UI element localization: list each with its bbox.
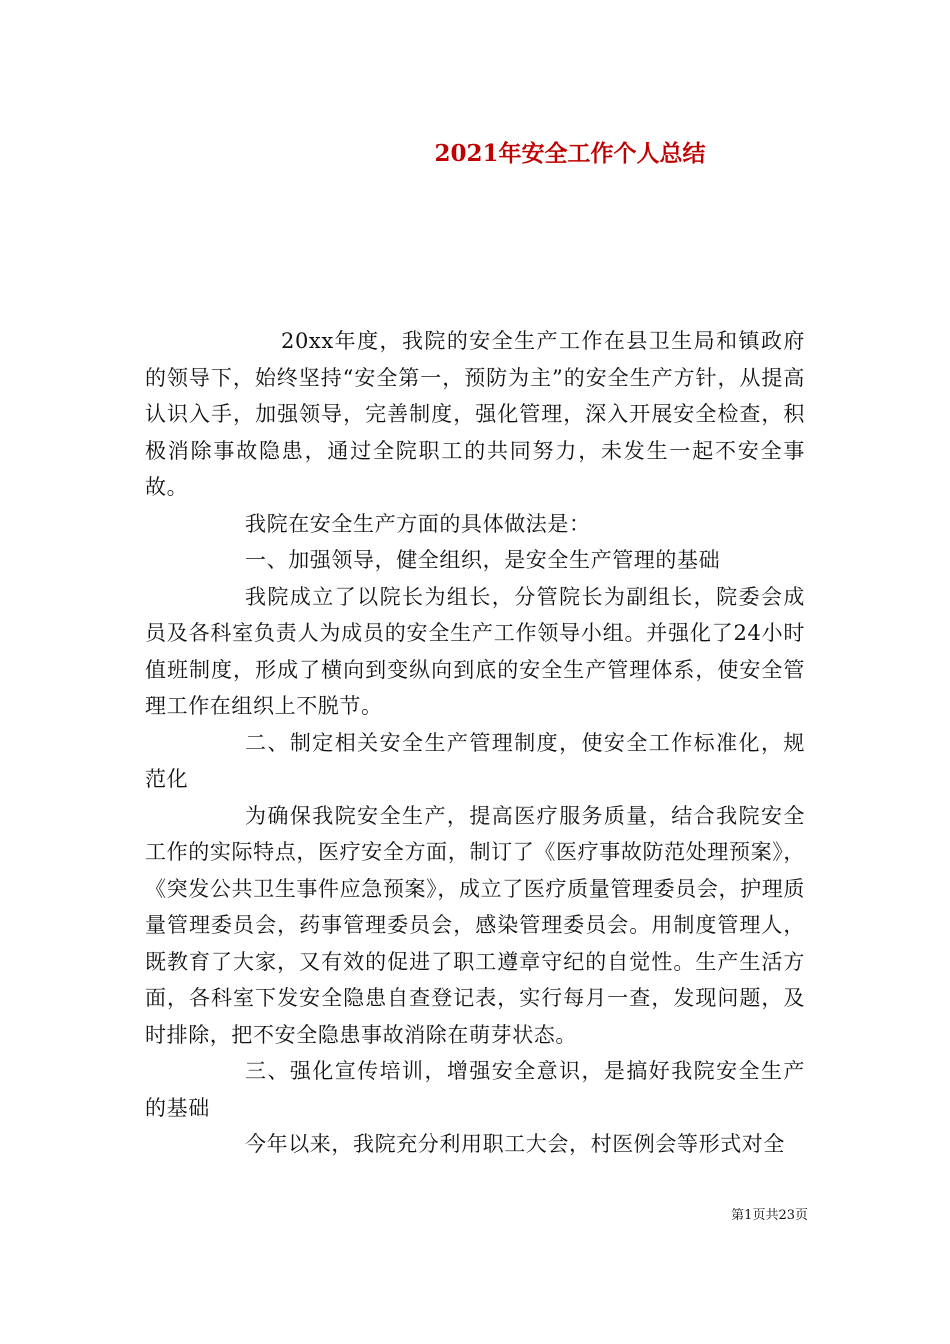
paragraph-intro: 20xx年度，我院的安全生产工作在县卫生局和镇政府的领导下，始终坚持“安全第一，预防为主”的安全生产方针，从提高认识入手，加强领导，完善制度，强化管理，深入开展安全检查，积极消除事故隐患，通过全院职工的共同努力，未发生一起不安全事故。	[145, 329, 805, 499]
paragraph-section-1: 我院成立了以院长为组长，分管院长为副组长，院委会成员及各科室负责人为成员的安全生产工作领导小组。并强化了24小时值班制度，形成了横向到变纵向到底的安全生产管理体系，使安全管理工作在组织上不脱节。	[145, 584, 805, 718]
section-heading-2: 二、制定相关安全生产管理制度，使安全工作标准化，规范化	[145, 730, 805, 791]
paragraph-practices-lead: 我院在安全生产方面的具体做法是：	[245, 511, 591, 536]
paragraph-section-2: 为确保我院安全生产，提高医疗服务质量，结合我院安全工作的实际特点，医疗安全方面，制订了《医疗事故防范处理预案》，《突发公共卫生事件应急预案》，成立了医疗质量管理委员会，护理质量管理委员会，药事管理委员会，感染管理委员会。用制度管理人，既教育了大家，又有效的促进了职工遵章守纪的自觉性。生产生活方面，各科室下发安全隐患自查登记表，实行每月一查，发现问题，及时排除，把不安全隐患事故消除在萌芽状态。	[145, 803, 805, 1047]
section-heading-3: 三、强化宣传培训，增强安全意识，是搞好我院安全生产的基础	[145, 1059, 805, 1120]
document-title	[0, 135, 950, 168]
document-body	[145, 323, 805, 1163]
section-heading-1: 一、加强领导，健全组织，是安全生产管理的基础	[245, 548, 721, 572]
document-title-text: 2021年安全工作个人总结	[434, 140, 706, 167]
paragraph-section-3: 今年以来，我院充分利用职工大会，村医例会等形式对全	[245, 1132, 785, 1156]
page-number-footer: 第1页共23页	[731, 1208, 808, 1223]
